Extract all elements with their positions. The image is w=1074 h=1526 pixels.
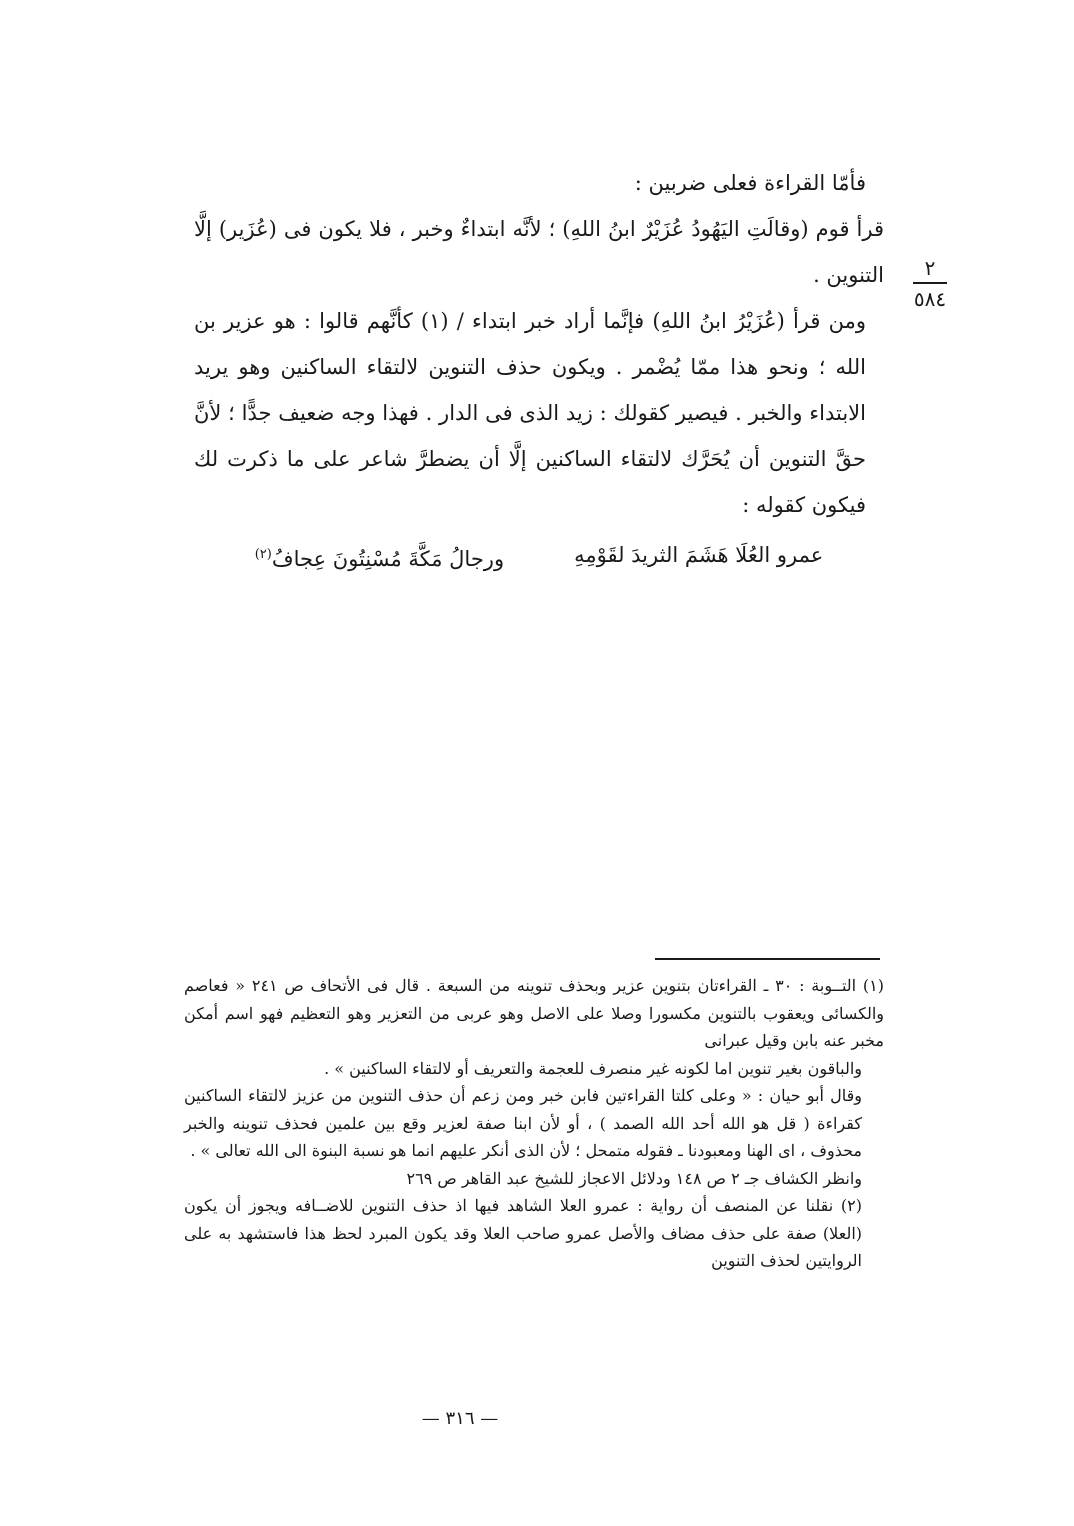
footnote-1-part-2: والباقون بغير تنوين اما لكونه غير منصرف للعجمة والتعريف أو لالتقاء الساكنين » . [324,1058,862,1078]
verse-second-hemistich-wrap [255,532,504,582]
footnote-divider [655,958,880,960]
main-paragraph-1: فأمّا القراءة فعلى ضربين : [634,171,866,195]
footnote-1-part-4: وانظر الكشاف جـ ٢ ص ١٤٨ ودلائل الاعجاز للشيخ عبد القاهر ص ٢٦٩ [406,1168,862,1188]
poetry-verse [194,532,884,582]
verse-second-hemistich: ورجالُ مَكَّةَ مُسْنِتُونَ عِجافُ [271,547,505,571]
main-text-body [194,160,884,582]
footnote-2: (٢) نقلنا عن المنصف أن رواية : عمرو العلا الشاهد فيها اذ حذف التنوين للاضــافه ويجوز أن يكون (العلا) صفة على حذف مضاف والأصل عمرو صاحب العلا وقد يكون المبرد لحظ هذا فاستشهد به على الروايتين لحذف التنوين [184,1196,862,1270]
verse-first-hemistich: عمرو العُلَا هَشَمَ الثريدَ لقَوْمِهِ [574,543,824,567]
main-paragraph-3: ومن قرأ (عُزَيْرُ ابنُ اللهِ) فإنَّما أراد خبر ابتداء / (١) كأنَّهم قالوا : هو عزير بن الله ؛ ونحو هذا ممّا يُضْمر . ويكون حذف التنوين لالتقاء الساكنين وهو يريد الابتداء والخبر . فيصير كقولك : زيد الذى فى الدار . فهذا وجه ضعيف جدًّا ؛ لأنَّ حقَّ التنوين أن يُحَرَّك لالتقاء الساكنين إلَّا أن يضطرَّ شاعر على ما ذكرت لك فيكون كقوله : [194,309,866,517]
verse-footnote-marker: (٢) [254,547,272,562]
footnote-1-part-1: (١) التــوبة : ٣٠ ـ القراءتان بتنوين عزير وبحذف تنوينه من السبعة . قال فى الأتحاف ص ٢٤١ « فعاصم والكسائى ويعقوب بالتنوين مكسورا وصلا على الاصل وهو عربى من التعزير وهو التعظيم فهو اسم أمكن مخبر عنه بابن وقيل عبرانى [184,976,885,1050]
page-number: — ٣١٦ — [421,1408,499,1429]
main-paragraph-2: قرأ قوم (وقالَتِ اليَهُودُ عُزَيْرٌ ابنُ اللهِ) ؛ لأنَّه ابتداءٌ وخبر ، فلا يكون فى (عُزَير) إلَّا التنوين . [194,217,884,287]
footnotes-section [184,972,884,1275]
margin-page-number: ٥٨٤ [913,287,947,311]
footnote-1-part-3: وقال أبو حيان : « وعلى كلتا القراءتين فابن خبر ومن زعم أن حذف التنوين من عزيز لالتقاء الساكنين كقراءة ( قل هو الله أحد الله الصمد ) ، أو لأن ابنا صفة لعزير وقع بين علمين فحذف تنوينه والخبر محذوف ، اى الهنا ومعبودنا ـ فقوله متمحل ؛ لأن الذى أنكر عليهم انما هو نسبة البنوة الى الله تعالى » . [184,1086,862,1160]
margin-volume-number: ٢ [913,255,947,284]
margin-page-reference [905,255,955,312]
